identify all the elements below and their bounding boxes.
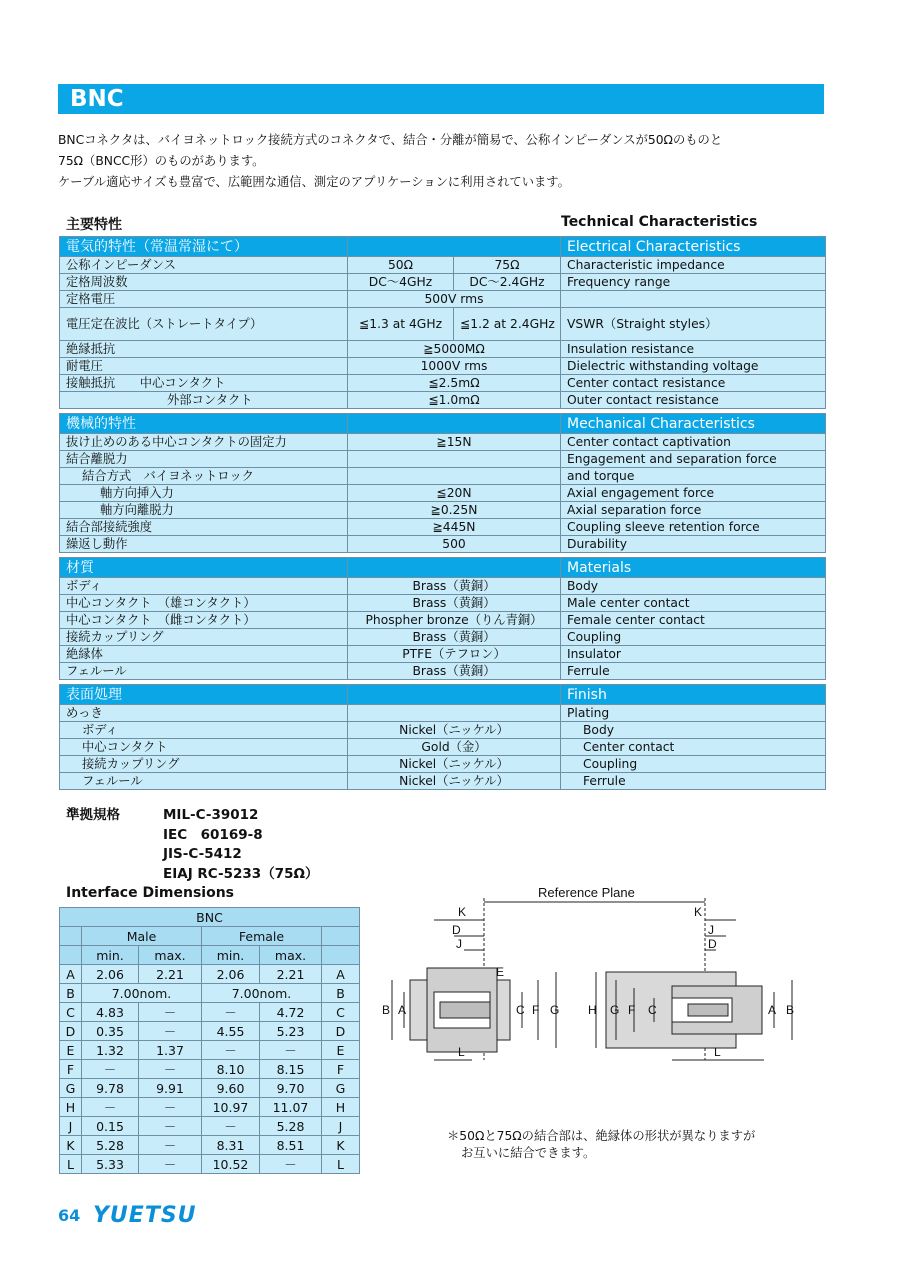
row-label-jp: 中心コンタクト （雌コンタクト）	[60, 612, 348, 629]
row-value: Nickel（ニッケル）	[348, 773, 561, 790]
row-value: 75Ω	[454, 257, 561, 274]
female-max: －	[260, 1041, 322, 1060]
dim-key: E	[322, 1041, 360, 1060]
row-value: ≦1.2 at 2.4GHz	[454, 308, 561, 341]
row-value: ≧0.25N	[348, 502, 561, 519]
row-value: 500V rms	[348, 291, 561, 308]
page-number: 64	[58, 1206, 81, 1225]
table-row	[60, 756, 826, 773]
female-max: 4.72	[260, 1003, 322, 1022]
dim-key: A	[60, 965, 82, 984]
table-row	[60, 663, 826, 680]
row-value: ≦1.3 at 4GHz	[348, 308, 454, 341]
dim-letter: A	[398, 1003, 407, 1017]
female-min: －	[202, 1003, 260, 1022]
dim-letter: E	[496, 965, 505, 979]
row-label-jp: 中心コンタクト （雄コンタクト）	[60, 595, 348, 612]
table-row	[60, 291, 826, 308]
row-label-jp: 電圧定在波比（ストレートタイプ）	[60, 308, 348, 341]
table-row	[60, 578, 826, 595]
section-header-materials	[60, 558, 826, 578]
table-row	[60, 1003, 360, 1022]
male-max: －	[139, 1098, 202, 1117]
table-row	[60, 646, 826, 663]
male-min: －	[82, 1098, 139, 1117]
male-max: －	[139, 1060, 202, 1079]
dim-letter: A	[768, 1003, 777, 1017]
row-label-en: Body	[561, 578, 826, 595]
section-blank	[348, 237, 561, 257]
table-row	[60, 1098, 360, 1117]
row-label-jp: 絶縁抵抗	[60, 341, 348, 358]
male-max: －	[139, 1155, 202, 1174]
row-value: Nickel（ニッケル）	[348, 756, 561, 773]
dim-key: F	[60, 1060, 82, 1079]
standard-item: IEC 60169-8	[163, 826, 263, 843]
female-max: 5.28	[260, 1117, 322, 1136]
table-row	[60, 375, 826, 392]
row-label-en: Body	[561, 722, 826, 739]
dim-key: E	[60, 1041, 82, 1060]
row-value: Brass（黄銅）	[348, 663, 561, 680]
dim-key: C	[322, 1003, 360, 1022]
female-min: 10.97	[202, 1098, 260, 1117]
table-header-row	[60, 908, 360, 927]
row-label-jp: 接触抵抗 中心コンタクト	[60, 375, 348, 392]
female-min: －	[202, 1117, 260, 1136]
row-value: Phospher bronze（りん青銅）	[348, 612, 561, 629]
male-max: 9.91	[139, 1079, 202, 1098]
dim-key: B	[322, 984, 360, 1003]
row-label-jp: 抜け止めのある中心コンタクトの固定力	[60, 434, 348, 451]
section-title-jp: 電気的特性（常温常湿にて）	[60, 237, 348, 257]
characteristics-heading-jp: 主要特性	[66, 217, 122, 233]
female-min: 10.52	[202, 1155, 260, 1174]
max-header: max.	[139, 946, 202, 965]
intro-line: BNCコネクタは、バイヨネットロック接続方式のコネクタで、結合・分離が簡易で、公称インピーダンスが50Ωのものと	[58, 133, 723, 147]
dim-letter: B	[382, 1003, 391, 1017]
table-row	[60, 358, 826, 375]
section-title-jp: 表面処理	[60, 685, 348, 705]
row-label-en: Axial engagement force	[561, 485, 826, 502]
row-label-jp: 耐電圧	[60, 358, 348, 375]
dim-key: A	[322, 965, 360, 984]
section-title-en: Electrical Characteristics	[561, 237, 826, 257]
male-max: 2.21	[139, 965, 202, 984]
female-max: 11.07	[260, 1098, 322, 1117]
dim-letter: B	[786, 1003, 795, 1017]
dim-letter: F	[628, 1003, 636, 1017]
male-min: 9.78	[82, 1079, 139, 1098]
female-max: 2.21	[260, 965, 322, 984]
row-label-en: Ferrule	[561, 663, 826, 680]
row-label-jp: 接続カップリング	[60, 629, 348, 646]
table-row	[60, 629, 826, 646]
male-min: 1.32	[82, 1041, 139, 1060]
table-row	[60, 485, 826, 502]
dim-letter: F	[532, 1003, 540, 1017]
row-label-jp: 結合離脱力	[60, 451, 348, 468]
male-min: 2.06	[82, 965, 139, 984]
row-label-jp: 外部コンタクト	[60, 392, 348, 409]
row-label-jp: 軸方向離脱力	[60, 502, 348, 519]
max-header: max.	[260, 946, 322, 965]
dim-key: L	[60, 1155, 82, 1174]
section-title-en: Materials	[561, 558, 826, 578]
table-row	[60, 612, 826, 629]
section-title-en: Finish	[561, 685, 826, 705]
male-nominal: 7.00nom.	[82, 984, 202, 1003]
table-row	[60, 773, 826, 790]
dim-key: G	[322, 1079, 360, 1098]
dimensions-table	[59, 907, 360, 1174]
row-label-en: VSWR（Straight styles）	[561, 308, 826, 341]
standards-label: 準拠規格	[66, 807, 120, 823]
dim-letter: G	[610, 1003, 620, 1017]
row-value: ≧445N	[348, 519, 561, 536]
male-min: 5.28	[82, 1136, 139, 1155]
logo-text: YUETSU	[93, 1203, 197, 1225]
table-row	[60, 308, 826, 341]
dim-letter: L	[714, 1045, 721, 1059]
male-connector-drawing	[392, 920, 556, 1060]
spec-table	[59, 236, 826, 790]
row-label-en: Insulator	[561, 646, 826, 663]
interface-drawing	[372, 880, 822, 1080]
dimensions-title: Interface Dimensions	[66, 885, 234, 901]
table-row	[60, 468, 826, 485]
dim-key: D	[322, 1022, 360, 1041]
row-label-jp: ボディ	[60, 722, 348, 739]
row-value: DC～4GHz	[348, 274, 454, 291]
characteristics-heading-en: Technical Characteristics	[561, 214, 758, 230]
yuetsu-logo	[93, 1201, 198, 1225]
dim-letter: H	[588, 1003, 597, 1017]
row-label-en: Female center contact	[561, 612, 826, 629]
female-min: 4.55	[202, 1022, 260, 1041]
dim-table-title: BNC	[60, 908, 360, 927]
row-label-en: Axial separation force	[561, 502, 826, 519]
row-value: ≧5000MΩ	[348, 341, 561, 358]
row-value: DC～2.4GHz	[454, 274, 561, 291]
table-row	[60, 519, 826, 536]
row-label-en: Coupling	[561, 756, 826, 773]
female-header: Female	[202, 927, 322, 946]
row-label-en: Frequency range	[561, 274, 826, 291]
dim-letter: L	[458, 1045, 465, 1059]
row-value: Nickel（ニッケル）	[348, 722, 561, 739]
dim-letter: C	[648, 1003, 657, 1017]
female-max: 9.70	[260, 1079, 322, 1098]
intro-line: ケーブル適応サイズも豊富で、広範囲な通信、測定のアプリケーションに利用されています。	[58, 175, 570, 189]
section-title-en: Mechanical Characteristics	[561, 414, 826, 434]
table-header-row	[60, 927, 360, 946]
dim-letter: K	[694, 905, 703, 919]
row-label-jp: 結合部接続強度	[60, 519, 348, 536]
dim-key: G	[60, 1079, 82, 1098]
male-max: 1.37	[139, 1041, 202, 1060]
female-min: 9.60	[202, 1079, 260, 1098]
row-label-jp: めっき	[60, 705, 348, 722]
female-max: 8.51	[260, 1136, 322, 1155]
dim-letter: D	[708, 937, 717, 951]
row-label-en: and torque	[561, 468, 826, 485]
dim-letter: K	[458, 905, 467, 919]
dim-key: J	[60, 1117, 82, 1136]
title-bar	[58, 84, 824, 114]
dim-key: K	[322, 1136, 360, 1155]
dim-key: D	[60, 1022, 82, 1041]
male-max: －	[139, 1022, 202, 1041]
female-min: 8.31	[202, 1136, 260, 1155]
table-row	[60, 722, 826, 739]
table-row	[60, 274, 826, 291]
row-value	[348, 468, 561, 485]
row-label-jp: 公称インピーダンス	[60, 257, 348, 274]
row-value: 50Ω	[348, 257, 454, 274]
row-label-en: Ferrule	[561, 773, 826, 790]
table-row	[60, 984, 360, 1003]
row-label-en	[561, 291, 826, 308]
table-row	[60, 536, 826, 553]
row-label-en: Coupling	[561, 629, 826, 646]
section-header-mechanical	[60, 414, 826, 434]
row-label-en: Dielectric withstanding voltage	[561, 358, 826, 375]
female-nominal: 7.00nom.	[202, 984, 322, 1003]
row-label-en: Engagement and separation force	[561, 451, 826, 468]
row-label-en: Insulation resistance	[561, 341, 826, 358]
section-blank	[348, 558, 561, 578]
row-label-jp: 軸方向挿入力	[60, 485, 348, 502]
dim-letter: D	[452, 923, 461, 937]
dim-letter: G	[550, 1003, 560, 1017]
row-label-jp: 中心コンタクト	[60, 739, 348, 756]
row-label-jp: 定格電圧	[60, 291, 348, 308]
male-max: －	[139, 1117, 202, 1136]
row-label-en: Center contact resistance	[561, 375, 826, 392]
row-label-jp: 結合方式 バイヨネットロック	[60, 468, 348, 485]
table-row	[60, 739, 826, 756]
row-label-en: Center contact captivation	[561, 434, 826, 451]
dim-key: H	[322, 1098, 360, 1117]
section-title-jp: 材質	[60, 558, 348, 578]
table-row	[60, 434, 826, 451]
row-value: Gold（金）	[348, 739, 561, 756]
dim-letter: C	[516, 1003, 525, 1017]
row-label-en: Plating	[561, 705, 826, 722]
table-row	[60, 451, 826, 468]
male-min: 5.33	[82, 1155, 139, 1174]
row-label-en: Center contact	[561, 739, 826, 756]
table-row	[60, 1117, 360, 1136]
section-header-electrical	[60, 237, 826, 257]
table-row	[60, 1155, 360, 1174]
row-label-en: Male center contact	[561, 595, 826, 612]
dim-key: C	[60, 1003, 82, 1022]
reference-plane-label: Reference Plane	[538, 885, 635, 900]
female-min: －	[202, 1041, 260, 1060]
female-max: 8.15	[260, 1060, 322, 1079]
standard-item: JIS-C-5412	[163, 846, 242, 862]
section-blank	[348, 685, 561, 705]
table-row	[60, 341, 826, 358]
section-blank	[348, 414, 561, 434]
standard-item: MIL-C-39012	[163, 807, 259, 823]
table-row	[60, 502, 826, 519]
male-min: 0.15	[82, 1117, 139, 1136]
row-value: 1000V rms	[348, 358, 561, 375]
table-row	[60, 1136, 360, 1155]
table-row	[60, 257, 826, 274]
note-line: ＊50Ωと75Ωの結合部は、絶縁体の形状が異なりますが	[447, 1129, 756, 1143]
row-label-jp: 定格周波数	[60, 274, 348, 291]
row-value: 500	[348, 536, 561, 553]
dim-letter: J	[708, 923, 714, 937]
table-header-row	[60, 946, 360, 965]
dim-key: H	[60, 1098, 82, 1117]
dim-key: L	[322, 1155, 360, 1174]
table-row	[60, 1060, 360, 1079]
row-value	[348, 451, 561, 468]
standards-list	[163, 806, 318, 884]
row-value: ≦20N	[348, 485, 561, 502]
female-connector-drawing	[596, 920, 795, 1060]
row-value: ≦1.0mΩ	[348, 392, 561, 409]
row-label-jp: 絶縁体	[60, 646, 348, 663]
female-min: 2.06	[202, 965, 260, 984]
note	[447, 1128, 755, 1162]
note-line: お互いに結合できます。	[461, 1146, 596, 1160]
table-row	[60, 1041, 360, 1060]
intro-text	[58, 130, 838, 193]
dim-key: J	[322, 1117, 360, 1136]
intro-line: 75Ω（BNCC形）のものがあります。	[58, 154, 265, 168]
row-label-jp: ボディ	[60, 578, 348, 595]
row-label-en: Outer contact resistance	[561, 392, 826, 409]
row-value	[348, 705, 561, 722]
row-label-jp: フェルール	[60, 663, 348, 680]
row-value: Brass（黄銅）	[348, 629, 561, 646]
min-header: min.	[82, 946, 139, 965]
dim-key: K	[60, 1136, 82, 1155]
row-value: PTFE（テフロン）	[348, 646, 561, 663]
male-max: －	[139, 1003, 202, 1022]
row-label-jp: 接続カップリング	[60, 756, 348, 773]
section-title-jp: 機械的特性	[60, 414, 348, 434]
male-min: 4.83	[82, 1003, 139, 1022]
table-row	[60, 1079, 360, 1098]
table-row	[60, 705, 826, 722]
min-header: min.	[202, 946, 260, 965]
row-value: ≦2.5mΩ	[348, 375, 561, 392]
table-row	[60, 595, 826, 612]
male-max: －	[139, 1136, 202, 1155]
male-min: 0.35	[82, 1022, 139, 1041]
row-label-en: Coupling sleeve retention force	[561, 519, 826, 536]
table-row	[60, 1022, 360, 1041]
row-label-jp: フェルール	[60, 773, 348, 790]
row-value: Brass（黄銅）	[348, 595, 561, 612]
dim-letter: J	[456, 937, 462, 951]
dim-key: F	[322, 1060, 360, 1079]
female-min: 8.10	[202, 1060, 260, 1079]
row-label-jp: 繰返し動作	[60, 536, 348, 553]
male-header: Male	[82, 927, 202, 946]
row-label-en: Characteristic impedance	[561, 257, 826, 274]
standard-item: EIAJ RC-5233（75Ω）	[163, 865, 319, 882]
page-title: BNC	[70, 86, 124, 112]
female-max: 5.23	[260, 1022, 322, 1041]
dim-key: B	[60, 984, 82, 1003]
male-min: －	[82, 1060, 139, 1079]
row-value: ≧15N	[348, 434, 561, 451]
table-row	[60, 965, 360, 984]
row-label-en: Durability	[561, 536, 826, 553]
table-row	[60, 392, 826, 409]
row-value: Brass（黄銅）	[348, 578, 561, 595]
section-header-finish	[60, 685, 826, 705]
female-max: －	[260, 1155, 322, 1174]
